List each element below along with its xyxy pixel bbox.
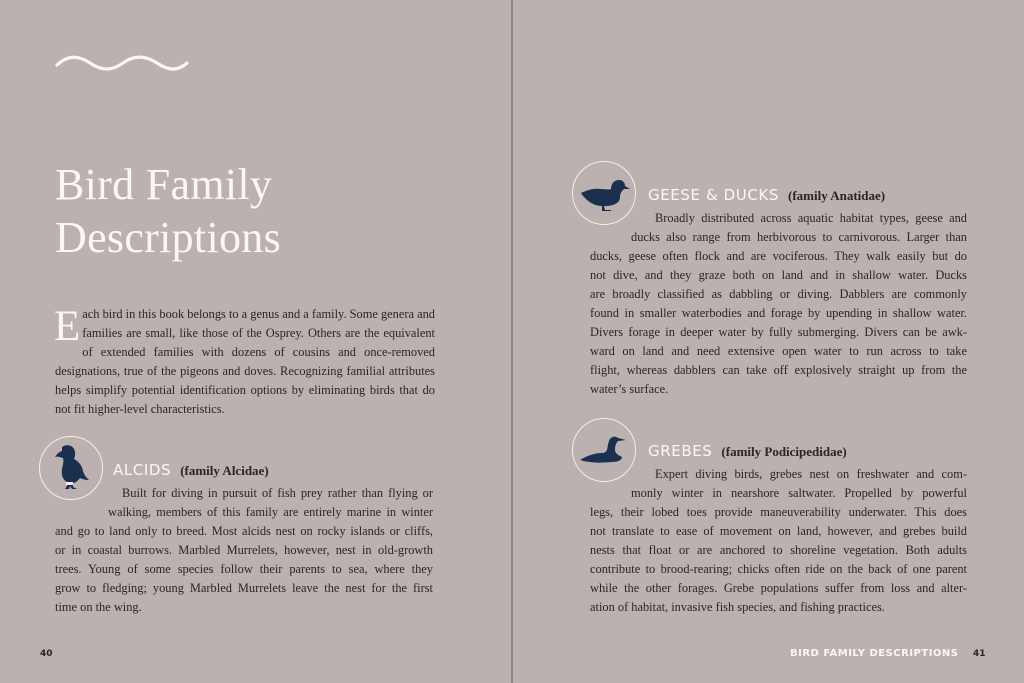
body-line: ation of habitat, invasive fish species, and fishing practices. bbox=[590, 600, 885, 614]
grebe-silhouette-icon bbox=[578, 432, 630, 468]
body-line: are broadly classified as dabbling or diving. Dabblers are commonly bbox=[590, 287, 967, 301]
page-number-left: 40 bbox=[40, 649, 53, 659]
body-line: trees. Young of some species follow their parents to sea, where they bbox=[55, 562, 433, 576]
page-number-right: 41 bbox=[973, 649, 986, 659]
geese-ducks-heading bbox=[648, 180, 885, 207]
grebes-heading bbox=[648, 436, 847, 463]
grebes-body bbox=[590, 465, 967, 617]
running-head: BIRD FAMILY DESCRIPTIONS bbox=[790, 648, 959, 659]
wave-ornament-icon bbox=[54, 52, 190, 74]
drop-cap: E bbox=[54, 303, 81, 350]
intro-paragraph bbox=[55, 305, 435, 419]
alcids-heading bbox=[113, 455, 269, 482]
body-line: Broadly distributed across aquatic habitat types, geese and bbox=[655, 211, 967, 225]
alcids-name: ALCIDS bbox=[113, 461, 172, 479]
body-line: ward on land and need extensive open water to run across to take bbox=[590, 344, 967, 358]
geese-ducks-body bbox=[590, 209, 967, 399]
body-line: contribute to brood-rearing; chicks often ride on the back of one parent bbox=[590, 562, 967, 576]
body-line: Expert diving birds, grebes nest on freshwater and com- bbox=[655, 467, 967, 481]
page-title bbox=[55, 158, 281, 264]
body-line: ducks, geese often flock and are vociferous. They walk easily but do bbox=[590, 249, 967, 263]
alcids-body bbox=[55, 484, 433, 617]
title-line-1: Bird Family bbox=[55, 160, 273, 209]
body-line: and go to land only to breed. Most alcids nest on rocky islands or cliffs, bbox=[55, 524, 433, 538]
body-line: Divers forage in deeper water by fully submerging. Divers can be awk- bbox=[590, 325, 967, 339]
title-line-2: Descriptions bbox=[55, 213, 282, 262]
body-line: Built for diving in pursuit of fish prey rather than flying or bbox=[122, 486, 433, 500]
intro-text: ach bird in this book belongs to a genus and a family. Some genera and families are small, like those of the Osprey. Others are the equivalent of extended families with dozens of cousins and once-removed designations, true of the pigeons and doves. Recognizing familial attributes helps simplify potential identification options by eliminating birds that do not fit higher-level characteristics. bbox=[55, 307, 435, 416]
duck-silhouette-icon bbox=[578, 173, 630, 213]
alcids-family: (family Alcidae) bbox=[180, 463, 269, 478]
body-line: grow to fledging; young Marbled Murrelets leave the nest for the first bbox=[55, 581, 433, 595]
body-line: water’s surface. bbox=[590, 382, 669, 396]
body-line: while the other forages. Grebe populations suffer from loss and alter- bbox=[590, 581, 967, 595]
body-line: flight, whereas dabblers can take off explosively straight up from the bbox=[590, 363, 967, 377]
grebes-name: GREBES bbox=[648, 442, 713, 460]
left-page bbox=[0, 0, 511, 683]
body-line: monly winter in nearshore saltwater. Propelled by powerful bbox=[631, 486, 967, 500]
grebes-family: (family Podicipedidae) bbox=[721, 444, 847, 459]
body-line: not translate to ease of movement on land, however, and grebes build bbox=[590, 524, 967, 538]
body-line: legs, their lobed toes provide maneuverability underwater. This does bbox=[590, 505, 967, 519]
body-line: walking, members of this family are entirely marine in winter bbox=[108, 505, 433, 519]
right-page bbox=[513, 0, 1024, 683]
body-line: found in smaller waterbodies and forage by upending in shallow water. bbox=[590, 306, 967, 320]
body-line: ducks also range from herbivorous to carnivorous. Larger than bbox=[631, 230, 967, 244]
body-line: nests that float or are anchored to shoreline vegetation. Both adults bbox=[590, 543, 967, 557]
geese-ducks-name: GEESE & DUCKS bbox=[648, 186, 779, 204]
body-line: or in coastal burrows. Marbled Murrelets, however, nest in old-growth bbox=[55, 543, 433, 557]
body-line: time on the wing. bbox=[55, 600, 142, 614]
body-line: not dive, and they graze both on land and in shallow water. Ducks bbox=[590, 268, 967, 282]
geese-ducks-family: (family Anatidae) bbox=[787, 188, 886, 203]
